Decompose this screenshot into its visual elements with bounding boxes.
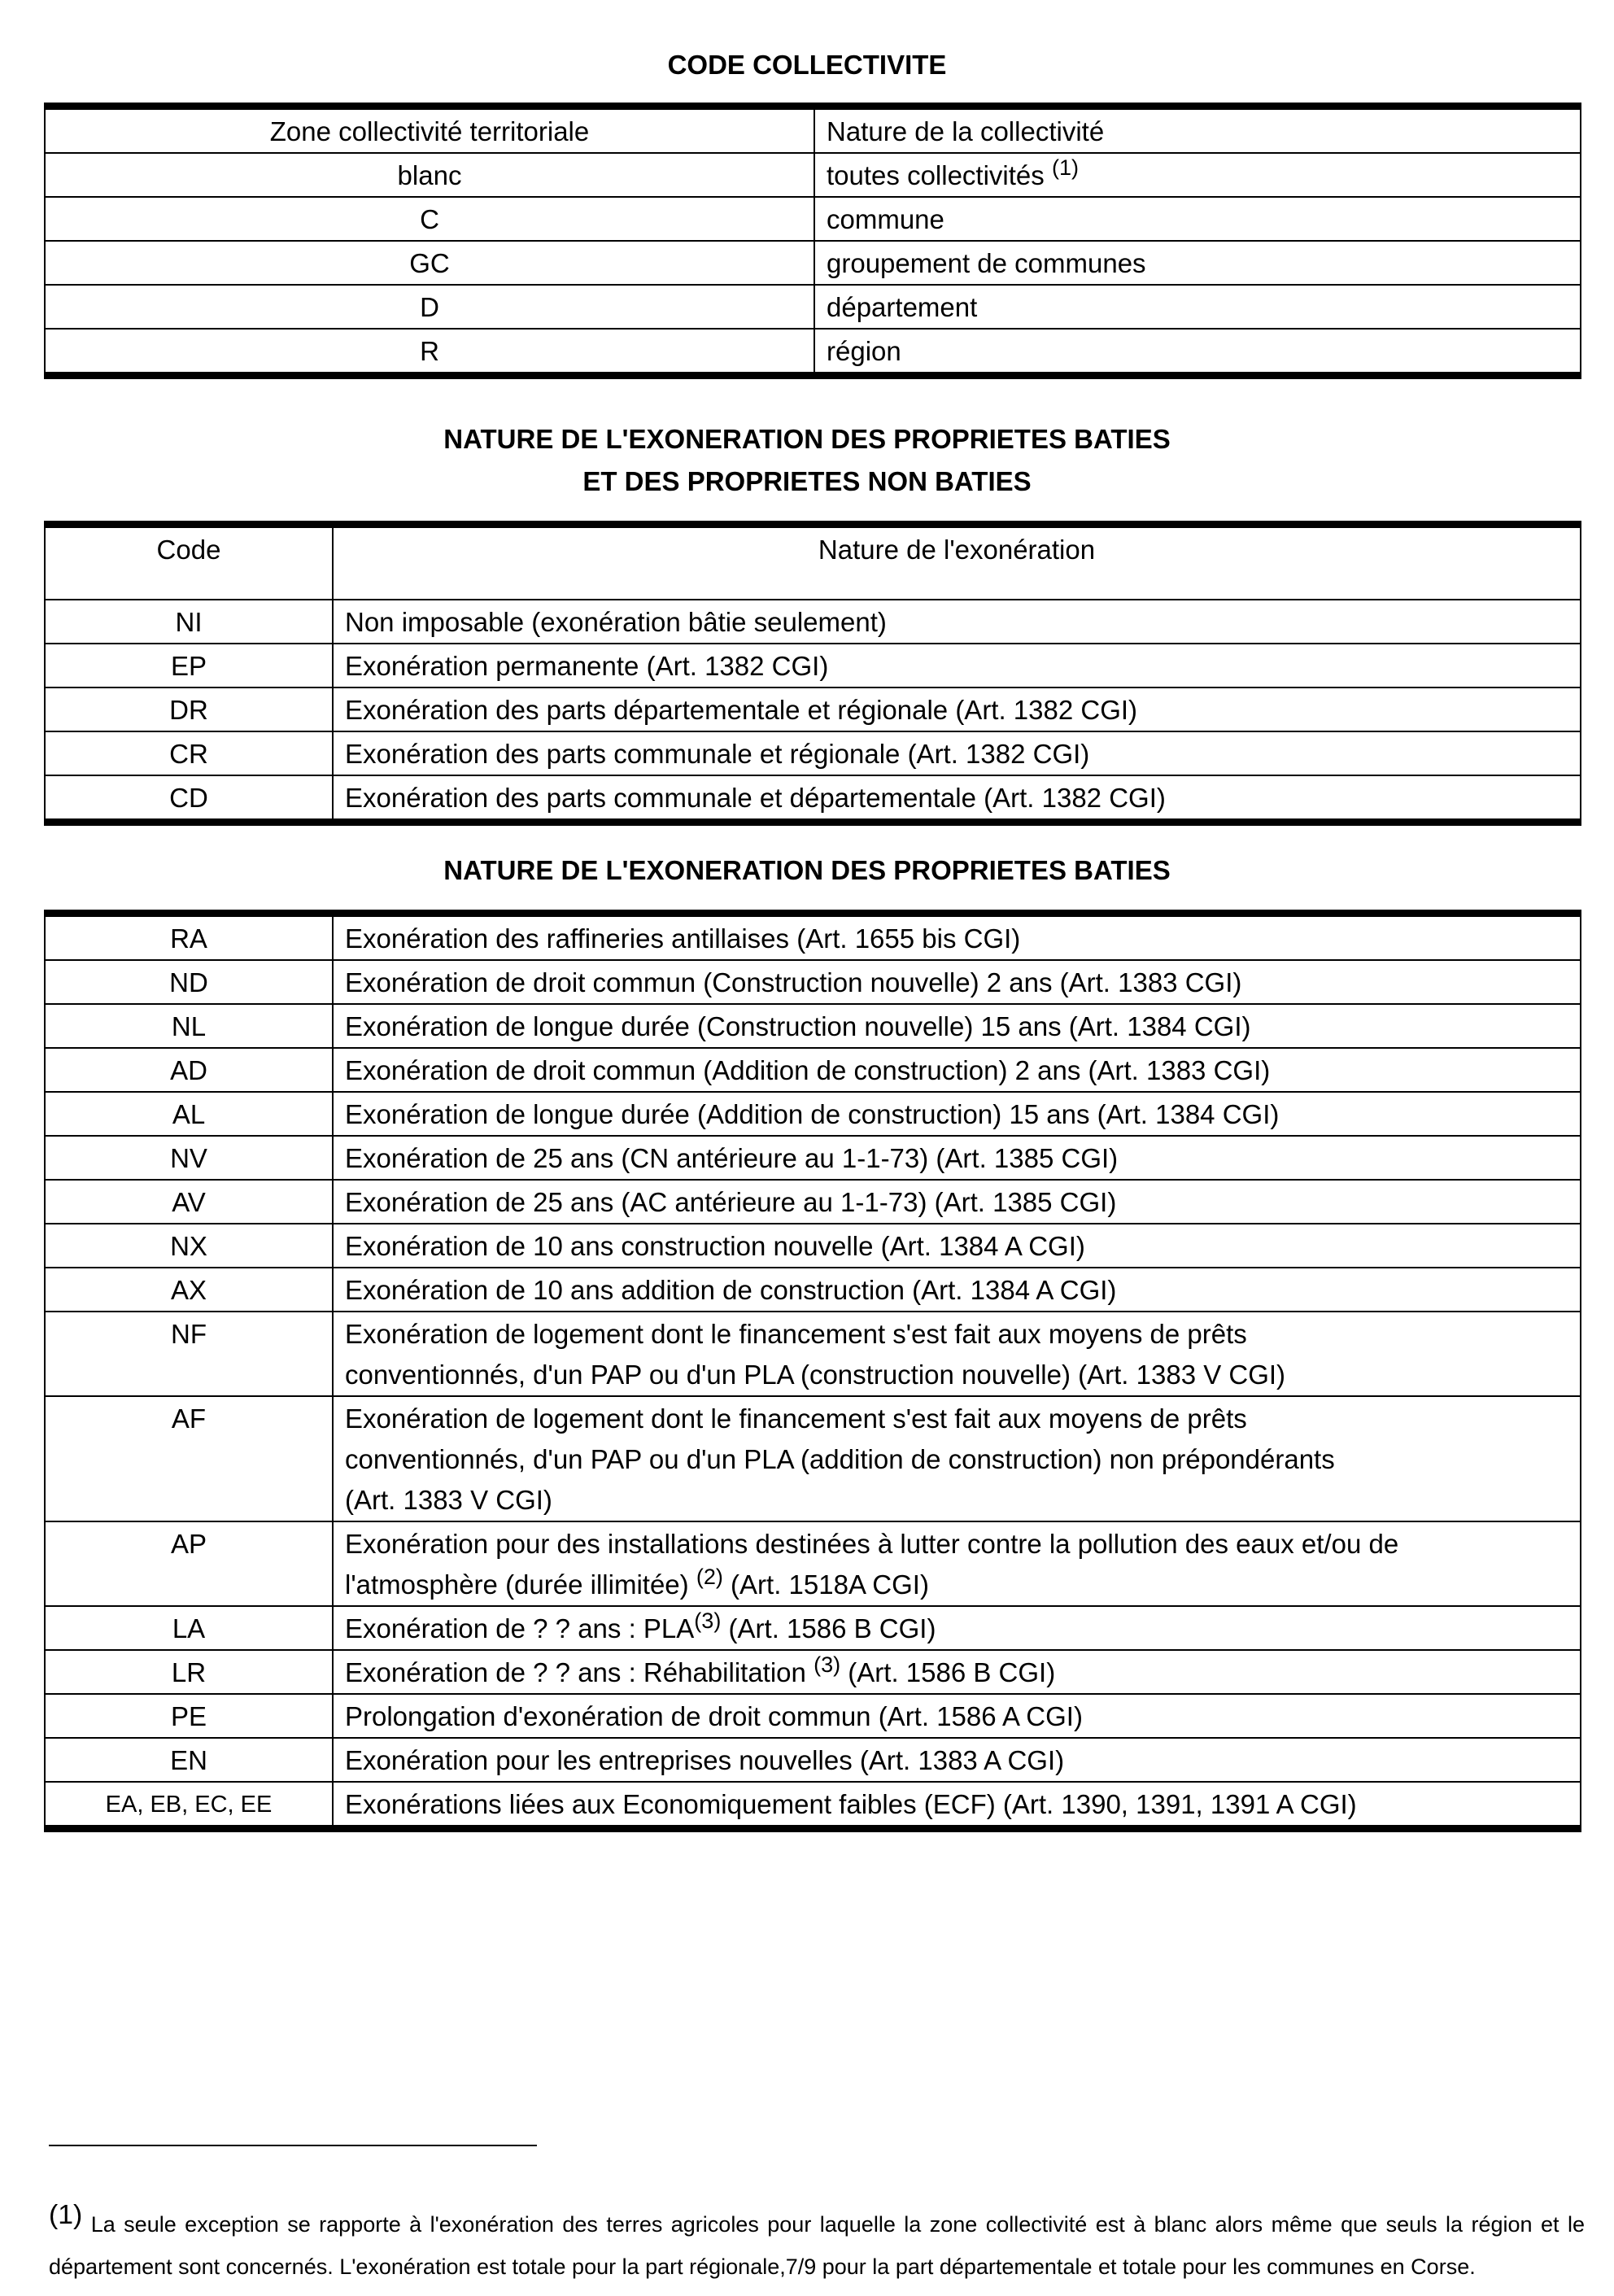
table-row: [45, 1004, 1581, 1048]
table-row: [45, 687, 1581, 731]
exoneration-pb-pnb-table: [44, 521, 1581, 826]
label-line: [345, 1565, 1568, 1605]
label-cell: Exonération pour les entreprises nouvelles (Art. 1383 A CGI): [333, 1738, 1581, 1782]
label-cell: [333, 1521, 1581, 1606]
label-text: (Art. 1518A CGI): [731, 1569, 929, 1600]
label-cell: Exonération de longue durée (Addition de construction) 15 ans (Art. 1384 CGI): [333, 1092, 1581, 1136]
code-cell: AD: [45, 1048, 333, 1092]
table-row: [45, 644, 1581, 687]
table-row: [45, 1312, 1581, 1396]
table-row: [45, 1650, 1581, 1694]
table-row: [45, 285, 1581, 329]
table-row: [45, 197, 1581, 241]
code-cell: CD: [45, 775, 333, 823]
footnote-ref: (1): [1051, 155, 1080, 180]
label-cell: Exonération des raffineries antillaises (Art. 1655 bis CGI): [333, 914, 1581, 961]
code-cell: NI: [45, 600, 333, 644]
code-cell: NL: [45, 1004, 333, 1048]
section-title-pb: NATURE DE L'EXONERATION DES PROPRIETES BATIES: [443, 855, 1171, 885]
label-cell: département: [814, 285, 1581, 329]
column-header: Zone collectivité territoriale: [45, 107, 814, 154]
table-row: [45, 600, 1581, 644]
footnote-text: La seule exception se rapporte à l'exonération des terres agricoles pour laquelle la zone collectivité est à blanc alors même que seuls la région et le département sont concernés. L'exonération est totale pour la part régionale,7/9 pour la part départementale et totale pour les communes en Corse.: [49, 2212, 1585, 2279]
code-cell: AV: [45, 1180, 333, 1224]
code-cell: EA, EB, EC, EE: [45, 1782, 333, 1829]
code-cell: LR: [45, 1650, 333, 1694]
table-row: [45, 1606, 1581, 1650]
code-cell: R: [45, 329, 814, 376]
table-row: [45, 1396, 1581, 1521]
label-text: (Art. 1586 B CGI): [848, 1657, 1056, 1687]
table-row: [45, 1180, 1581, 1224]
code-cell: AX: [45, 1268, 333, 1312]
code-cell: PE: [45, 1694, 333, 1738]
label-cell: région: [814, 329, 1581, 376]
footnote-ref: (3): [814, 1652, 841, 1677]
code-cell: EP: [45, 644, 333, 687]
label-cell: [333, 1606, 1581, 1650]
code-cell: DR: [45, 687, 333, 731]
table-row: [45, 1268, 1581, 1312]
table-row: [45, 1521, 1581, 1606]
table-row: [45, 1782, 1581, 1829]
table-row: [45, 1092, 1581, 1136]
label-line: conventionnés, d'un PAP ou d'un PLA (construction nouvelle) (Art. 1383 V CGI): [345, 1360, 1286, 1390]
footnote-mark: (1): [49, 2198, 83, 2230]
column-header: Nature de l'exonération: [333, 525, 1581, 600]
table-row: [45, 1738, 1581, 1782]
label-text: l'atmosphère (durée illimitée): [345, 1569, 689, 1600]
label-cell: [333, 1650, 1581, 1694]
label-cell: Exonération des parts communale et départementale (Art. 1382 CGI): [333, 775, 1581, 823]
label-cell: Exonération permanente (Art. 1382 CGI): [333, 644, 1581, 687]
table-header-row: [45, 107, 1581, 154]
label-cell: Exonération des parts départementale et régionale (Art. 1382 CGI): [333, 687, 1581, 731]
code-cell: NX: [45, 1224, 333, 1268]
code-cell: GC: [45, 241, 814, 285]
code-cell: EN: [45, 1738, 333, 1782]
section-title-pb-pnb-line1: NATURE DE L'EXONERATION DES PROPRIETES BATIES: [443, 424, 1171, 454]
section-title-code-collectivite: CODE COLLECTIVITE: [667, 50, 947, 80]
code-cell: NV: [45, 1136, 333, 1180]
code-cell: blanc: [45, 153, 814, 197]
column-header: Code: [45, 525, 333, 600]
label-text: (Art. 1586 B CGI): [728, 1613, 936, 1643]
label-cell: Exonération de 10 ans addition de construction (Art. 1384 A CGI): [333, 1268, 1581, 1312]
label-cell: Exonération des parts communale et régionale (Art. 1382 CGI): [333, 731, 1581, 775]
table-row: [45, 1694, 1581, 1738]
code-cell: ND: [45, 960, 333, 1004]
code-cell: AP: [45, 1521, 333, 1606]
code-cell: AF: [45, 1396, 333, 1521]
table-row: [45, 329, 1581, 376]
code-cell: C: [45, 197, 814, 241]
label-line: (Art. 1383 V CGI): [345, 1485, 552, 1515]
label-cell: Exonérations liées aux Economiquement faibles (ECF) (Art. 1390, 1391, 1391 A CGI): [333, 1782, 1581, 1829]
code-cell: AL: [45, 1092, 333, 1136]
code-cell: RA: [45, 914, 333, 961]
label-cell: [333, 1396, 1581, 1521]
label-cell: Exonération de longue durée (Construction nouvelle) 15 ans (Art. 1384 CGI): [333, 1004, 1581, 1048]
exoneration-pb-table: [44, 910, 1581, 1832]
label-cell: Exonération de 25 ans (CN antérieure au 1-1-73) (Art. 1385 CGI): [333, 1136, 1581, 1180]
table-row: [45, 775, 1581, 823]
label-line: conventionnés, d'un PAP ou d'un PLA (addition de construction) non prépondérants: [345, 1444, 1335, 1474]
label-cell: Non imposable (exonération bâtie seulement): [333, 600, 1581, 644]
table-row: [45, 960, 1581, 1004]
code-cell: D: [45, 285, 814, 329]
label-cell: groupement de communes: [814, 241, 1581, 285]
label-cell: Prolongation d'exonération de droit commun (Art. 1586 A CGI): [333, 1694, 1581, 1738]
code-cell: NF: [45, 1312, 333, 1396]
table-row: [45, 241, 1581, 285]
code-cell: CR: [45, 731, 333, 775]
code-cell: LA: [45, 1606, 333, 1650]
table-row: [45, 1224, 1581, 1268]
label-text: toutes collectivités: [827, 160, 1045, 190]
label-text: Exonération de ? ? ans : Réhabilitation: [345, 1657, 806, 1687]
label-cell: Exonération de 10 ans construction nouvelle (Art. 1384 A CGI): [333, 1224, 1581, 1268]
column-header: Nature de la collectivité: [814, 107, 1581, 154]
footnote-1: [49, 2198, 1585, 2288]
label-line: Exonération de logement dont le financement s'est fait aux moyens de prêts: [345, 1403, 1247, 1434]
code-collectivite-table: [44, 103, 1581, 379]
label-cell: [333, 1312, 1581, 1396]
footnote-ref: (3): [694, 1608, 722, 1633]
label-line: Exonération de logement dont le financement s'est fait aux moyens de prêts: [345, 1319, 1247, 1349]
footnote-separator: [49, 2145, 537, 2146]
label-cell: Exonération de droit commun (Addition de construction) 2 ans (Art. 1383 CGI): [333, 1048, 1581, 1092]
table-header-row: [45, 525, 1581, 600]
label-cell: commune: [814, 197, 1581, 241]
table-row: [45, 731, 1581, 775]
table-row: [45, 1048, 1581, 1092]
label-line: Exonération pour des installations destinées à lutter contre la pollution des eaux et/ou de: [345, 1529, 1399, 1559]
table-row: [45, 1136, 1581, 1180]
footnote-ref: (2): [696, 1564, 723, 1589]
table-row: [45, 153, 1581, 197]
section-title-pb-pnb-line2: ET DES PROPRIETES NON BATIES: [582, 466, 1032, 496]
label-cell: [814, 153, 1581, 197]
label-text: Exonération de ? ? ans : PLA: [345, 1613, 695, 1643]
label-cell: Exonération de droit commun (Construction nouvelle) 2 ans (Art. 1383 CGI): [333, 960, 1581, 1004]
label-cell: Exonération de 25 ans (AC antérieure au 1-1-73) (Art. 1385 CGI): [333, 1180, 1581, 1224]
table-row: [45, 914, 1581, 961]
